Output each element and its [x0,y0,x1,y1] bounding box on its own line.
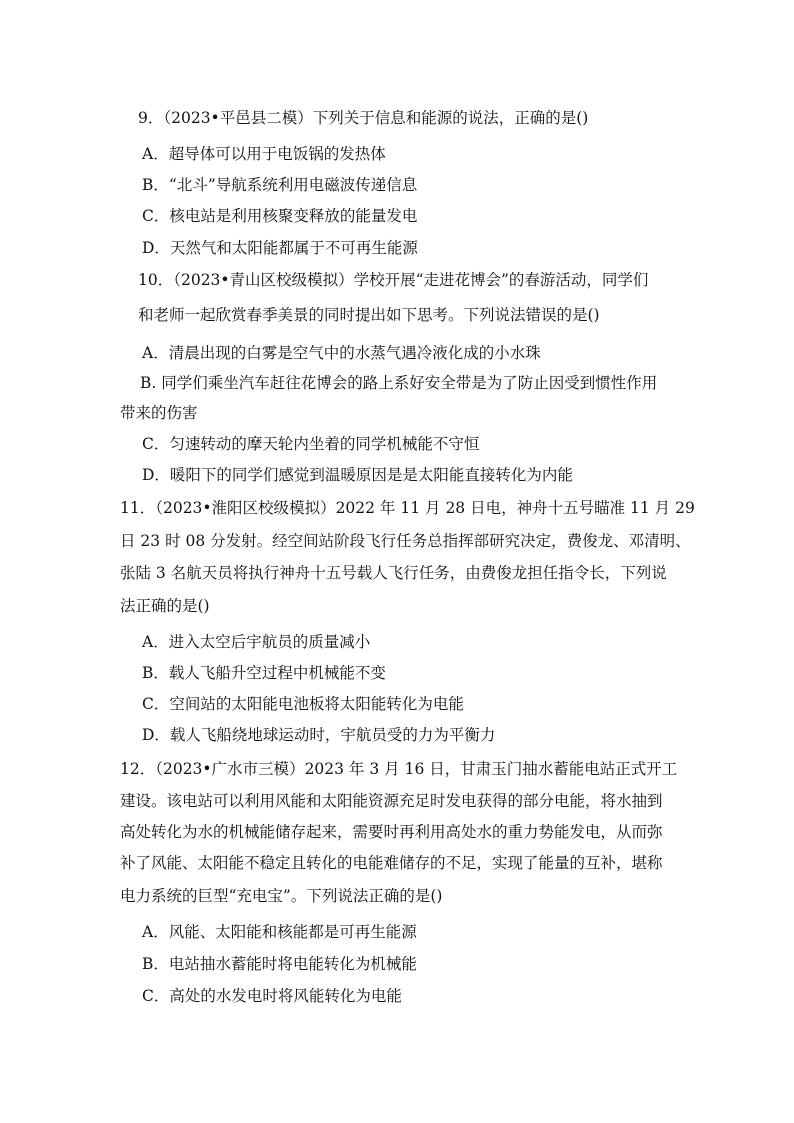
q11-stem-line-2: 日 23 时 08 分发射。经空间站阶段飞行任务总指挥部研究决定，费俊龙、邓清明、 [120,532,691,550]
q11-option-b: B．载人飞船升空过程中机械能不变 [142,664,386,682]
q12-stem-line-2: 建设。该电站可以利用风能和太阳能资源充足时发电获得的部分电能，将水抽到 [120,792,663,810]
q10-option-b-line-2: 带来的伤害 [120,404,198,422]
q11-option-d: D．载人飞船绕地球运动时，宇航员受的力为平衡力 [142,726,496,744]
q9-option-d: D．天然气和太阳能都属于不可再生能源 [142,239,418,257]
q12-stem-line-3: 高处转化为水的机械能储存起来，需要时再利用高处水的重力势能发电，从而弥 [120,823,663,841]
q12-option-c: C．高处的水发电时将风能转化为电能 [142,987,402,1005]
q11-option-c: C．空间站的太阳能电池板将太阳能转化为电能 [142,695,464,713]
q11-stem-line-3: 张陆 3 名航天员将执行神舟十五号载人飞行任务，由费俊龙担任指令长，下列说 [120,564,667,582]
q9-option-b: B．“北斗”导航系统利用电磁波传递信息 [142,176,418,194]
q10-option-a: A．清晨出现的白雾是空气中的水蒸气遇冷液化成的小水珠 [142,344,541,362]
q12-option-b: B．电站抽水蓄能时将电能转化为机械能 [142,955,417,973]
q9-option-a: A．超导体可以用于电饭锅的发热体 [142,145,386,163]
q10-stem-line-1: 10．（2023•青山区校级模拟）学校开展“走进花博会”的春游活动，同学们 [138,271,649,289]
q12-stem-line-1: 12．（2023•广水市三模）2023 年 3 月 16 日，甘肃玉门抽水蓄能电站正式开工 [120,760,678,778]
q9-stem-line-1: 9．（2023•平邑县二模）下列关于信息和能源的说法，正确的是() [138,109,589,127]
q9-option-c: C．核电站是利用核聚变释放的能量发电 [142,207,418,225]
q12-stem-line-4: 补了风能、太阳能不稳定且转化的电能难储存的不足，实现了能量的互补，堪称 [120,854,663,872]
q10-option-d: D．暖阳下的同学们感觉到温暖原因是是太阳能直接转化为内能 [142,466,573,484]
q11-stem-line-4: 法正确的是() [120,597,210,615]
q10-option-c: C．匀速转动的摩天轮内坐着的同学机械能不守恒 [142,435,480,453]
q12-option-a: A．风能、太阳能和核能都是可再生能源 [142,923,417,941]
q11-option-a: A．进入太空后宇航员的质量减小 [142,633,371,651]
q11-stem-line-1: 11．（2023•淮阳区校级模拟）2022 年 11 月 28 日电，神舟十五号瞄准 11 月 29 [120,499,695,517]
q12-stem-line-5: 电力系统的巨型“充电宝”。下列说法正确的是() [120,887,443,905]
q10-option-b-line-1: B. 同学们乘坐汽车赶往花博会的路上系好安全带是为了防止因受到惯性作用 [140,374,658,392]
q10-stem-line-2: 和老师一起欣赏春季美景的同时提出如下思考。下列说法错误的是() [138,306,600,324]
